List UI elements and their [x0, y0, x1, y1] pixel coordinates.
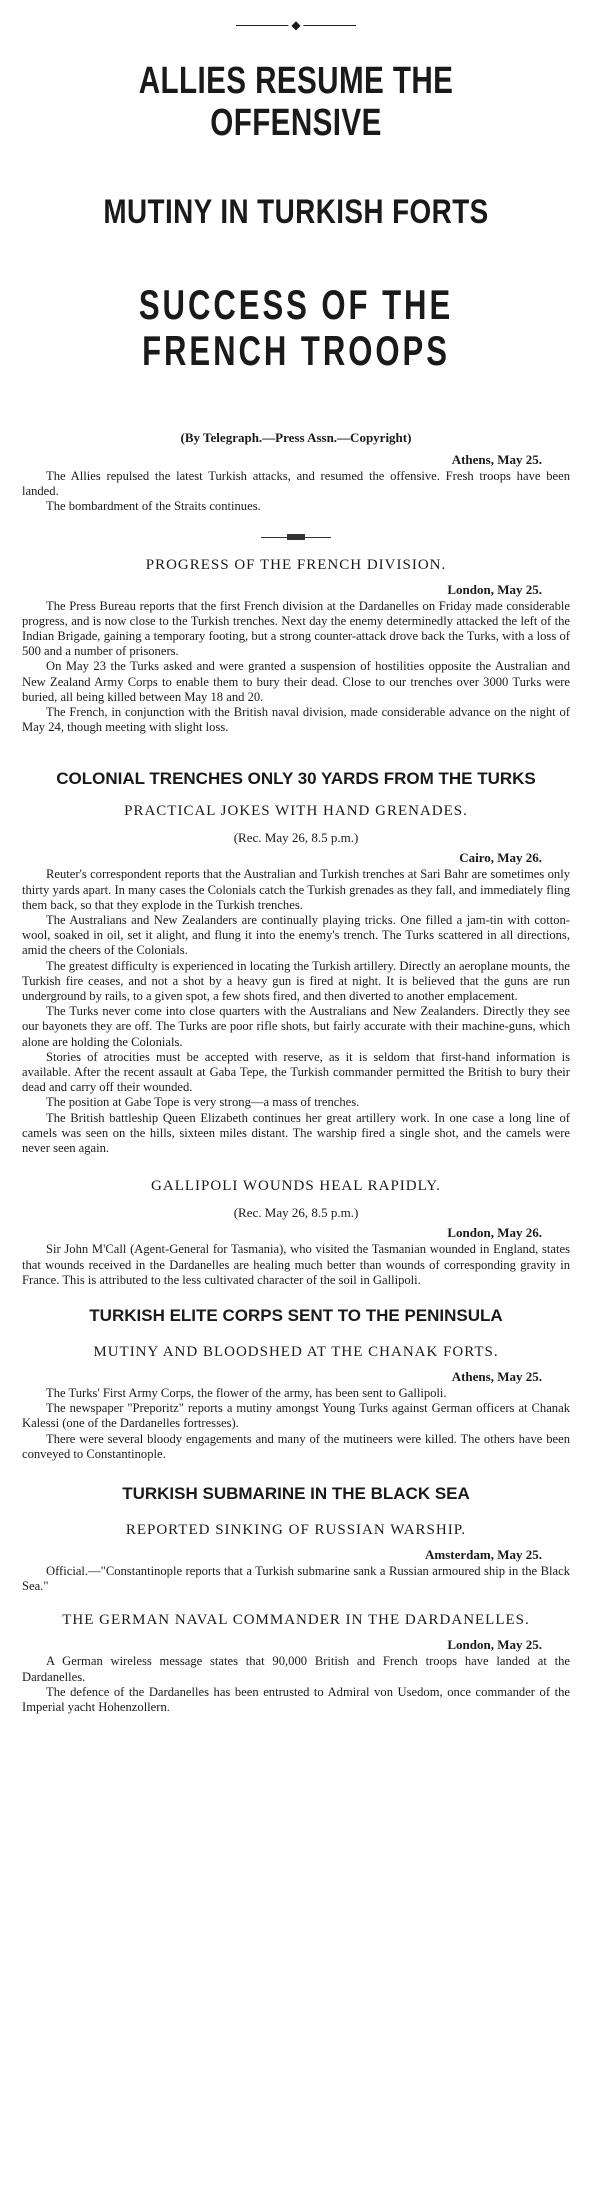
colonial-paragraph: The Australians and New Zealanders are continually playing tricks. One filled a jam-tin with cotton-wool, soaked in oil, set it alight, and flung it into the enemy's trench. The Turks scattered in all directions, amid the cheers of the Colonials. — [22, 913, 570, 958]
colonial-heading: COLONIAL TRENCHES ONLY 30 YARDS FROM THE TURKS — [56, 769, 536, 789]
colonial-received: (Rec. May 26, 8.5 p.m.) — [233, 830, 359, 846]
elite-paragraph: There were several bloody engagements and many of the mutineers were killed. The others have been conveyed to Constantinople. — [22, 1431, 570, 1461]
dateline-german: London, May 25. — [447, 1637, 542, 1653]
elite-paragraph: The newspaper "Preporitz" reports a mutiny amongst Young Turks against German officers at Chanak Kalessi (one of the Dardanelles fortresses). — [22, 1401, 570, 1431]
colonial-paragraph: Stories of atrocities must be accepted with reserve, as it is seldom that first-hand information is available. After the recent assault at Gaba Tepe, the Turkish commander permitted the British to bury their dead and carry off their wounded. — [22, 1049, 570, 1095]
dateline-french: London, May 25. — [447, 581, 542, 597]
elite-paragraph: The Turks' First Army Corps, the flower of the army, has been sent to Gallipoli. — [46, 1385, 447, 1400]
intro-paragraph: The Allies repulsed the latest Turkish attacks, and resumed the offensive. Fresh troops have been landed. — [22, 469, 570, 499]
colonial-paragraph: The position at Gabe Tope is very strong—a mass of trenches. — [46, 1095, 360, 1110]
colonial-paragraph: Reuter's correspondent reports that the Australian and Turkish trenches at Sari Bahr are sometimes only thirty yards apart. In many cases the Colonials catch the Turkish grenades as they fall, and immediately fling them back, so that they explode in the Turkish trenches. — [22, 867, 570, 912]
german-paragraph: A German wireless message states that 90,000 British and French troops have landed at the Dardanelles. — [22, 1654, 570, 1684]
french-section-title: PROGRESS OF THE FRENCH DIVISION. — [145, 556, 447, 573]
french-paragraph: On May 23 the Turks asked and were granted a suspension of hostilities opposite the Australian and New Zealand Army Corps to enable them to bury their dead. Close to our trenches over 3000 Turks were buried, all being killed between May 18 and 20. — [22, 659, 570, 704]
submarine-heading: TURKISH SUBMARINE IN THE BLACK SEA — [122, 1483, 470, 1503]
german-paragraph: The defence of the Dardanelles has been entrusted to Admiral von Usedom, once commander of the Imperial yacht Hohenzollern. — [22, 1684, 570, 1714]
elite-heading: TURKISH ELITE CORPS SENT TO THE PENINSULA — [89, 1305, 503, 1325]
colonial-paragraph: The Turks never come into close quarters with the Australians and New Zealanders. Directly they see our bayonets they are off. The Turks are poor rifle shots, but fairly accurate with their machine-guns, which alone are holding the Colonials. — [22, 1004, 570, 1049]
diamond-ornament-icon: ◆ — [288, 19, 303, 31]
dateline-elite: Athens, May 25. — [451, 1368, 542, 1384]
submarine-title: REPORTED SINKING OF RUSSIAN WARSHIP. — [125, 1521, 467, 1538]
french-paragraph: The Press Bureau reports that the first French division at the Dardanelles on Friday made considerable progress, and is now close to the Turkish trenches. Next day the enemy determinedly attacked the left of the Indian Brigade, gaining a temporary footing, but a strong counter-attack drove back the Turks, with a loss of 500 and a number of prisoners. — [22, 598, 570, 659]
french-paragraph: The French, in conjunction with the British naval division, made considerable advance on the night of May 24, though meeting with slight loss. — [22, 705, 570, 735]
german-title: THE GERMAN NAVAL COMMANDER IN THE DARDANELLES. — [62, 1612, 530, 1629]
gallipoli-title: GALLIPOLI WOUNDS HEAL RAPIDLY. — [151, 1178, 441, 1195]
dateline-intro: Athens, May 25. — [451, 452, 542, 467]
byline: (By Telegraph.—Press Assn.—Copyright) — [180, 430, 412, 445]
dateline-gallipoli: London, May 26. — [447, 1225, 542, 1241]
gallipoli-paragraph: Sir John M'Call (Agent-General for Tasmania), who visited the Tasmanian wounded in England, states that wounds received in the Dardanelles are healing much better than wounds of corresponding gravity in France. This is attributed to the less cultivated character of the soil in Gallipoli. — [22, 1242, 570, 1287]
colonial-title: PRACTICAL JOKES WITH HAND GRENADES. — [124, 803, 468, 820]
dateline-submarine: Amsterdam, May 25. — [425, 1546, 542, 1562]
dateline-colonial: Cairo, May 26. — [459, 850, 542, 866]
colonial-paragraph: The British battleship Queen Elizabeth continues her great artillery work. In one case a long line of camels was seen on the hills, sixteen miles distant. The warship fired a single shot, and the camels were never seen again. — [22, 1110, 570, 1156]
top-ornament-rule — [236, 18, 356, 32]
separator-ornament — [261, 533, 331, 543]
elite-title: MUTINY AND BLOODSHED AT THE CHANAK FORTS. — [93, 1343, 499, 1360]
submarine-paragraph: Official.—"Constantinople reports that a Turkish submarine sank a Russian armoured ship in the Black Sea." — [22, 1563, 570, 1594]
headline-1: ALLIES RESUME THE OFFENSIVE — [138, 60, 454, 144]
newspaper-page — [10, 0, 582, 1715]
headline-2: MUTINY IN TURKISH FORTS — [103, 193, 489, 231]
gallipoli-received: (Rec. May 26, 8.5 p.m.) — [233, 1205, 359, 1221]
headline-3: SUCCESS OF THE FRENCH TROOPS — [138, 281, 454, 374]
colonial-paragraph: The greatest difficulty is experienced in locating the Turkish artillery. Directly an aeroplane mounts, the Turkish fire ceases, and not a shot by a heavy gun is fired at night. It is believed that the guns are run underground by rails, to a given spot, a few shots fired, and then diverted to another emplacement. — [22, 958, 570, 1004]
intro-paragraph: The bombardment of the Straits continues. — [46, 499, 261, 514]
